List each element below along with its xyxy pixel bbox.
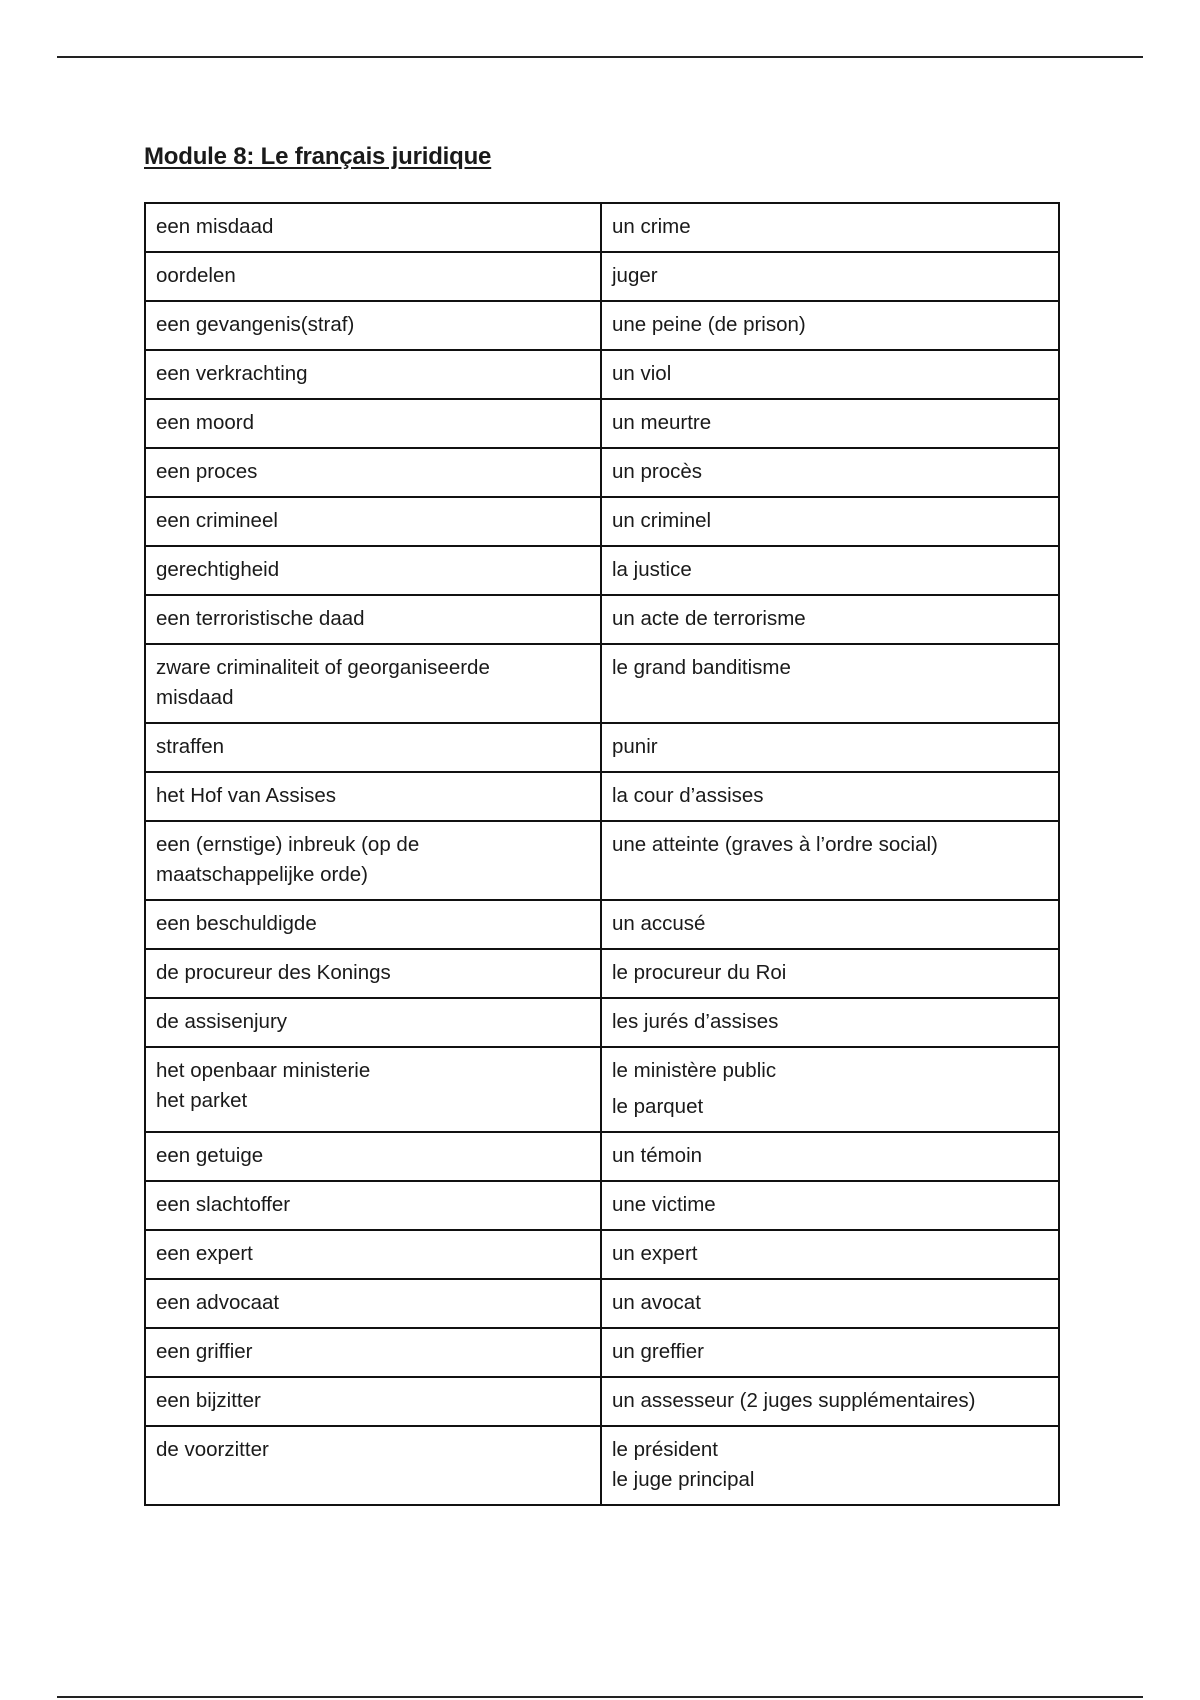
dutch-term: zware criminaliteit of georganiseerde: [156, 656, 490, 679]
dutch-term: het parket: [156, 1089, 248, 1112]
french-term-cell: [601, 350, 1059, 399]
dutch-term-cell: [145, 900, 601, 949]
dutch-term: een proces: [156, 460, 258, 483]
dutch-term-cell: [145, 949, 601, 998]
dutch-term-cell: [145, 497, 601, 546]
french-term: un greffier: [612, 1340, 704, 1363]
french-term-cell: [601, 821, 1059, 900]
french-term: le juge principal: [612, 1468, 755, 1491]
dutch-term: het Hof van Assises: [156, 784, 337, 807]
french-term: la cour d’assises: [612, 784, 764, 807]
table-row: [145, 203, 1059, 252]
table-row: [145, 1181, 1059, 1230]
table-row: [145, 1230, 1059, 1279]
dutch-term: een misdaad: [156, 215, 274, 238]
french-term: un procès: [612, 460, 703, 483]
french-term-cell: [601, 448, 1059, 497]
dutch-term-cell: [145, 1181, 601, 1230]
french-term-cell: [601, 252, 1059, 301]
french-term: un accusé: [612, 912, 706, 935]
table-row: [145, 399, 1059, 448]
dutch-term-cell: [145, 1047, 601, 1132]
dutch-term: een bijzitter: [156, 1389, 261, 1412]
vocabulary-table: [144, 202, 1060, 1506]
french-term: un expert: [612, 1242, 698, 1265]
french-term-cell: [601, 399, 1059, 448]
dutch-term-cell: [145, 350, 601, 399]
dutch-term: gerechtigheid: [156, 558, 280, 581]
table-row: [145, 1279, 1059, 1328]
french-term: punir: [612, 735, 658, 758]
french-term: une atteinte (graves à l’ordre social): [612, 833, 938, 856]
french-term-cell: [601, 900, 1059, 949]
table-row: [145, 301, 1059, 350]
dutch-term-cell: [145, 546, 601, 595]
dutch-term: de assisenjury: [156, 1010, 288, 1033]
table-row: [145, 497, 1059, 546]
footer-rule: [57, 1696, 1143, 1698]
french-term-cell: [601, 1181, 1059, 1230]
table-row: [145, 772, 1059, 821]
dutch-term: een advocaat: [156, 1291, 280, 1314]
french-term: un acte de terrorisme: [612, 607, 806, 630]
dutch-term-cell: [145, 821, 601, 900]
dutch-term: een moord: [156, 411, 255, 434]
dutch-term: een (ernstige) inbreuk (op de: [156, 833, 420, 856]
dutch-term-cell: [145, 399, 601, 448]
dutch-term-cell: [145, 1279, 601, 1328]
table-row: [145, 350, 1059, 399]
table-row: [145, 546, 1059, 595]
french-term: un crime: [612, 215, 691, 238]
french-term-cell: [601, 1377, 1059, 1426]
french-term-cell: [601, 203, 1059, 252]
french-term-cell: [601, 723, 1059, 772]
dutch-term: een slachtoffer: [156, 1193, 291, 1216]
dutch-term-cell: [145, 723, 601, 772]
header-rule: [57, 56, 1143, 58]
french-term-cell: [601, 1047, 1059, 1132]
dutch-term: een terroristische daad: [156, 607, 365, 630]
dutch-term: het openbaar ministerie: [156, 1059, 371, 1082]
table-row: [145, 1426, 1059, 1505]
french-term-cell: [601, 546, 1059, 595]
dutch-term: een getuige: [156, 1144, 264, 1167]
french-term-cell: [601, 595, 1059, 644]
french-term: un témoin: [612, 1144, 703, 1167]
table-row: [145, 448, 1059, 497]
french-term: une victime: [612, 1193, 716, 1216]
dutch-term: straffen: [156, 735, 224, 758]
dutch-term-cell: [145, 644, 601, 723]
french-term-cell: [601, 1279, 1059, 1328]
dutch-term: een gevangenis(straf): [156, 313, 355, 336]
table-row: [145, 1377, 1059, 1426]
french-term: un avocat: [612, 1291, 701, 1314]
dutch-term-cell: [145, 1426, 601, 1505]
table-row: [145, 1132, 1059, 1181]
french-term: le parquet: [612, 1095, 704, 1118]
dutch-term: misdaad: [156, 686, 234, 709]
french-term-cell: [601, 497, 1059, 546]
dutch-term-cell: [145, 1377, 601, 1426]
french-term-cell: [601, 772, 1059, 821]
dutch-term-cell: [145, 1132, 601, 1181]
french-term: un viol: [612, 362, 672, 385]
vocabulary-table-body: [145, 203, 1059, 1505]
french-term: un criminel: [612, 509, 712, 532]
french-term-cell: [601, 998, 1059, 1047]
dutch-term: de procureur des Konings: [156, 961, 391, 984]
french-term: le grand banditisme: [612, 656, 791, 679]
dutch-term: een griffier: [156, 1340, 253, 1363]
table-row: [145, 644, 1059, 723]
table-row: [145, 821, 1059, 900]
french-term-cell: [601, 1132, 1059, 1181]
table-row: [145, 595, 1059, 644]
table-row: [145, 949, 1059, 998]
dutch-term-cell: [145, 301, 601, 350]
french-term-cell: [601, 1230, 1059, 1279]
page-title: Module 8: Le français juridique: [144, 143, 492, 170]
dutch-term-cell: [145, 772, 601, 821]
french-term: juger: [612, 264, 658, 287]
table-row: [145, 900, 1059, 949]
french-term-cell: [601, 1426, 1059, 1505]
french-term: la justice: [612, 558, 692, 581]
dutch-term-cell: [145, 595, 601, 644]
dutch-term-cell: [145, 203, 601, 252]
dutch-term-cell: [145, 1328, 601, 1377]
french-term: le ministère public: [612, 1059, 777, 1082]
french-term: un meurtre: [612, 411, 712, 434]
dutch-term-cell: [145, 998, 601, 1047]
dutch-term: een crimineel: [156, 509, 278, 532]
table-row: [145, 1328, 1059, 1377]
french-term: un assesseur (2 juges supplémentaires): [612, 1389, 976, 1412]
dutch-term-cell: [145, 1230, 601, 1279]
french-term-cell: [601, 644, 1059, 723]
dutch-term: de voorzitter: [156, 1438, 269, 1461]
dutch-term-cell: [145, 252, 601, 301]
french-term-cell: [601, 949, 1059, 998]
french-term-cell: [601, 301, 1059, 350]
dutch-term: een expert: [156, 1242, 253, 1265]
table-row: [145, 723, 1059, 772]
dutch-term: oordelen: [156, 264, 236, 287]
table-row: [145, 1047, 1059, 1132]
dutch-term: een beschuldigde: [156, 912, 317, 935]
dutch-term-cell: [145, 448, 601, 497]
french-term-cell: [601, 1328, 1059, 1377]
french-term: les jurés d’assises: [612, 1010, 779, 1033]
table-row: [145, 252, 1059, 301]
table-row: [145, 998, 1059, 1047]
dutch-term: maatschappelijke orde): [156, 863, 368, 886]
dutch-term: een verkrachting: [156, 362, 308, 385]
french-term: le président: [612, 1438, 718, 1461]
french-term: une peine (de prison): [612, 313, 806, 336]
french-term: le procureur du Roi: [612, 961, 787, 984]
